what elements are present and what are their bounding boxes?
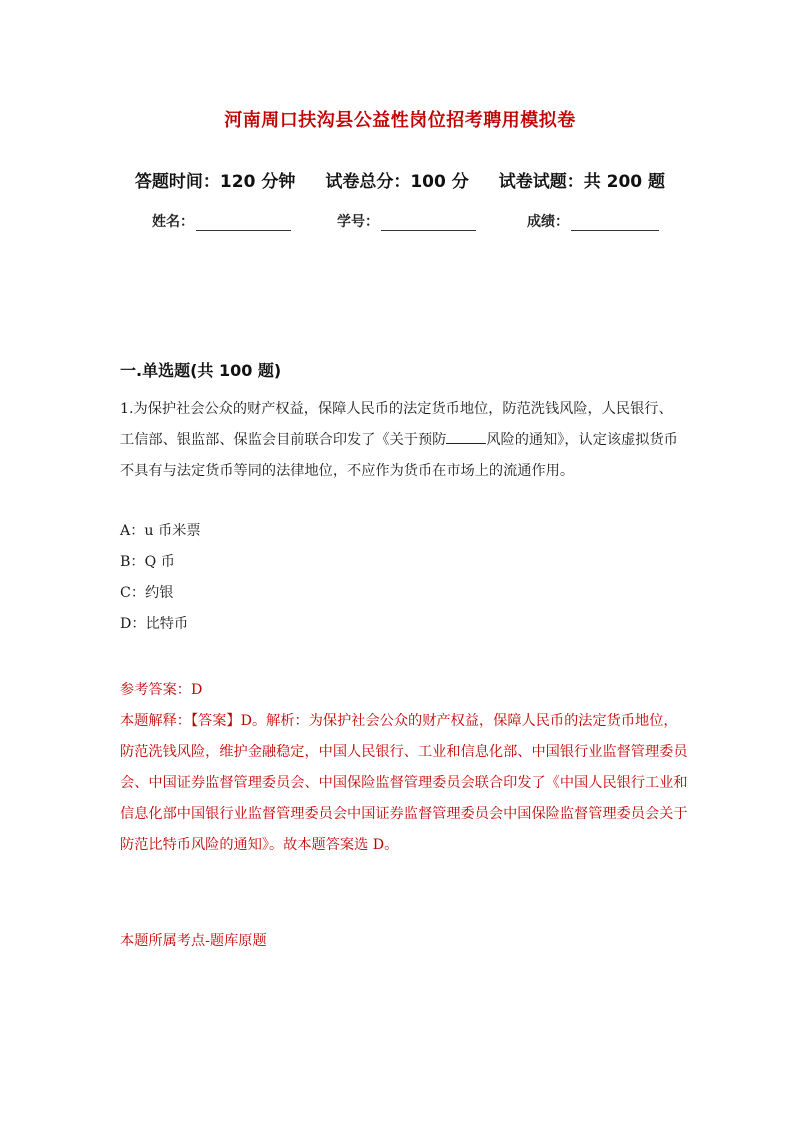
- exam-total-score: 试卷总分：100 分: [325, 172, 469, 192]
- student-id-field: [337, 211, 527, 231]
- option-list: [120, 516, 201, 640]
- option-d: D：比特币: [120, 616, 189, 632]
- exam-time: 答题时间：120 分钟: [134, 172, 296, 192]
- score-label: 成绩：: [527, 214, 569, 230]
- name-label: 姓名：: [152, 214, 194, 230]
- fill-in-blank: [446, 429, 486, 444]
- option-c: C：约银: [120, 585, 174, 601]
- name-field: [152, 211, 337, 231]
- knowledge-point: 本题所属考点-题库原题: [120, 933, 267, 949]
- reference-answer: 参考答案：D: [120, 682, 203, 698]
- exam-info: [0, 167, 800, 192]
- student-id-label: 学号：: [337, 214, 379, 230]
- question-stem: [120, 394, 685, 487]
- option-b: B：Q 币: [120, 554, 175, 570]
- score-field: [527, 211, 659, 231]
- name-blank: [196, 214, 291, 231]
- option-a: A：u 币米票: [120, 523, 201, 539]
- answer-explanation: 本题解释：【答案】D。解析：为保护社会公众的财产权益，保障人民币的法定货币地位，防范洗钱风险，维护金融稳定，中国人民银行、工业和信息化部、中国银行业监督管理委员会、中国证券监督管理委员会、中国保险监督管理委员会联合印发了《中国人民银行工业和信息化部中国银行业监督管理委员会中国证券监督管理委员会中国保险监督管理委员会关于防范比特币风险的通知》。故本题答案选 D。: [120, 713, 688, 853]
- exam-question-count: 试卷试题：共 200 题: [498, 172, 666, 192]
- student-id-blank: [381, 214, 476, 231]
- question-text-part-2: 风险的通知》，认定该虚拟货币不具有与法定货币等同的法律地位，不应作为货币在市场上的流通作用。: [120, 432, 678, 479]
- question-text-part-1: 1.为保护社会公众的财产权益，保障人民币的法定货币地位，防范洗钱风险，人民银行、工信部、银监部、保监会目前联合印发了《关于预防: [120, 401, 673, 448]
- section-heading: 一.单选题(共 100 题): [120, 361, 282, 380]
- candidate-info: [152, 211, 672, 231]
- score-blank: [571, 214, 659, 231]
- page-title: 河南周口扶沟县公益性岗位招考聘用模拟卷: [224, 110, 576, 131]
